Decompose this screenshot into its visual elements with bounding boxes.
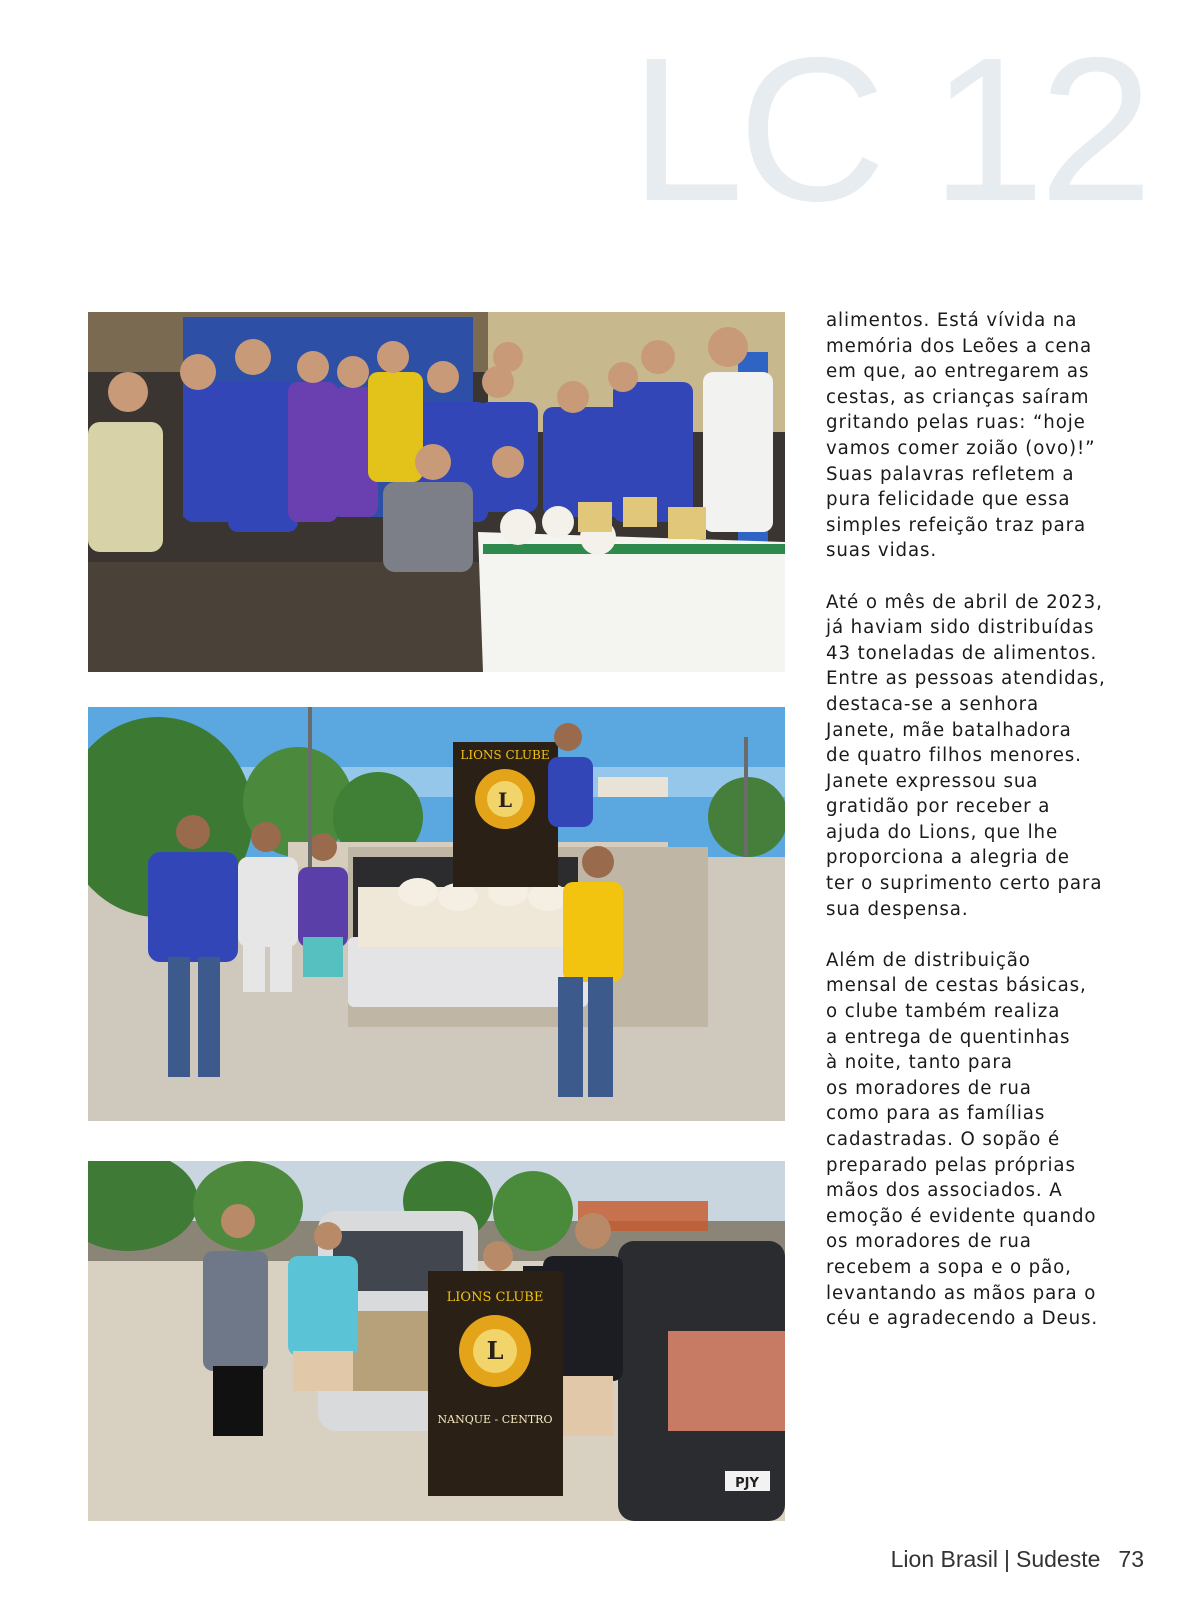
- article-body: [826, 308, 1126, 1357]
- district-watermark: LC 12: [630, 15, 1148, 244]
- svg-text:LIONS CLUBE: LIONS CLUBE: [460, 748, 550, 762]
- region-name: Sudeste: [1016, 1546, 1101, 1572]
- publication-name: Lion Brasil: [890, 1546, 999, 1572]
- svg-text:LIONS CLUBE: LIONS CLUBE: [446, 1290, 544, 1305]
- article-paragraph: Além de distribuição mensal de cestas básicas, o clube também realiza a entrega de quentinhas à noite, tanto para os moradores de rua como para as famílias cadastradas. O sopão é preparado pelas próprias mãos dos associados. A emoção é evidente quando os moradores de rua recebem a sopa e o pão, levantando as mãos para o céu e agradecendo a Deus.: [826, 949, 1099, 1330]
- car-delivery-icon: [88, 1161, 785, 1521]
- article-paragraph: Até o mês de abril de 2023, já haviam sido distribuídas 43 toneladas de alimentos. Entre as pessoas atendidas, destaca-se a senhora Janete, mãe batalhadora de quatro filhos menores. Janete expressou sua gratidão por receber a ajuda do Lions, que lhe proporciona a alegria de ter o suprimento certo para sua despensa.: [826, 591, 1106, 920]
- svg-text:NANQUE - CENTRO: NANQUE - CENTRO: [437, 1413, 553, 1426]
- page-number: 73: [1118, 1546, 1144, 1572]
- footer-separator: |: [1004, 1546, 1010, 1572]
- svg-text:L: L: [497, 788, 513, 812]
- article-paragraph: alimentos. Está vívida na memória dos Leões a cena em que, ao entregarem as cestas, as crianças saíram gritando pelas ruas: “hoje vamos comer zoião (ovo)!” Suas palavras refletem a pura felicidade que essa simples refeição traz para suas vidas.: [826, 310, 1096, 562]
- svg-text:PJY: PJY: [735, 1476, 759, 1491]
- group-photo-icon: [88, 312, 785, 672]
- truck-delivery-icon: [88, 707, 785, 1121]
- photo-volunteers-food-table: [88, 312, 785, 672]
- page-footer: [891, 1546, 1144, 1573]
- svg-text:L: L: [486, 1336, 504, 1365]
- photo-pickup-truck-banner: [88, 707, 785, 1121]
- photo-car-trunks-banner: [88, 1161, 785, 1521]
